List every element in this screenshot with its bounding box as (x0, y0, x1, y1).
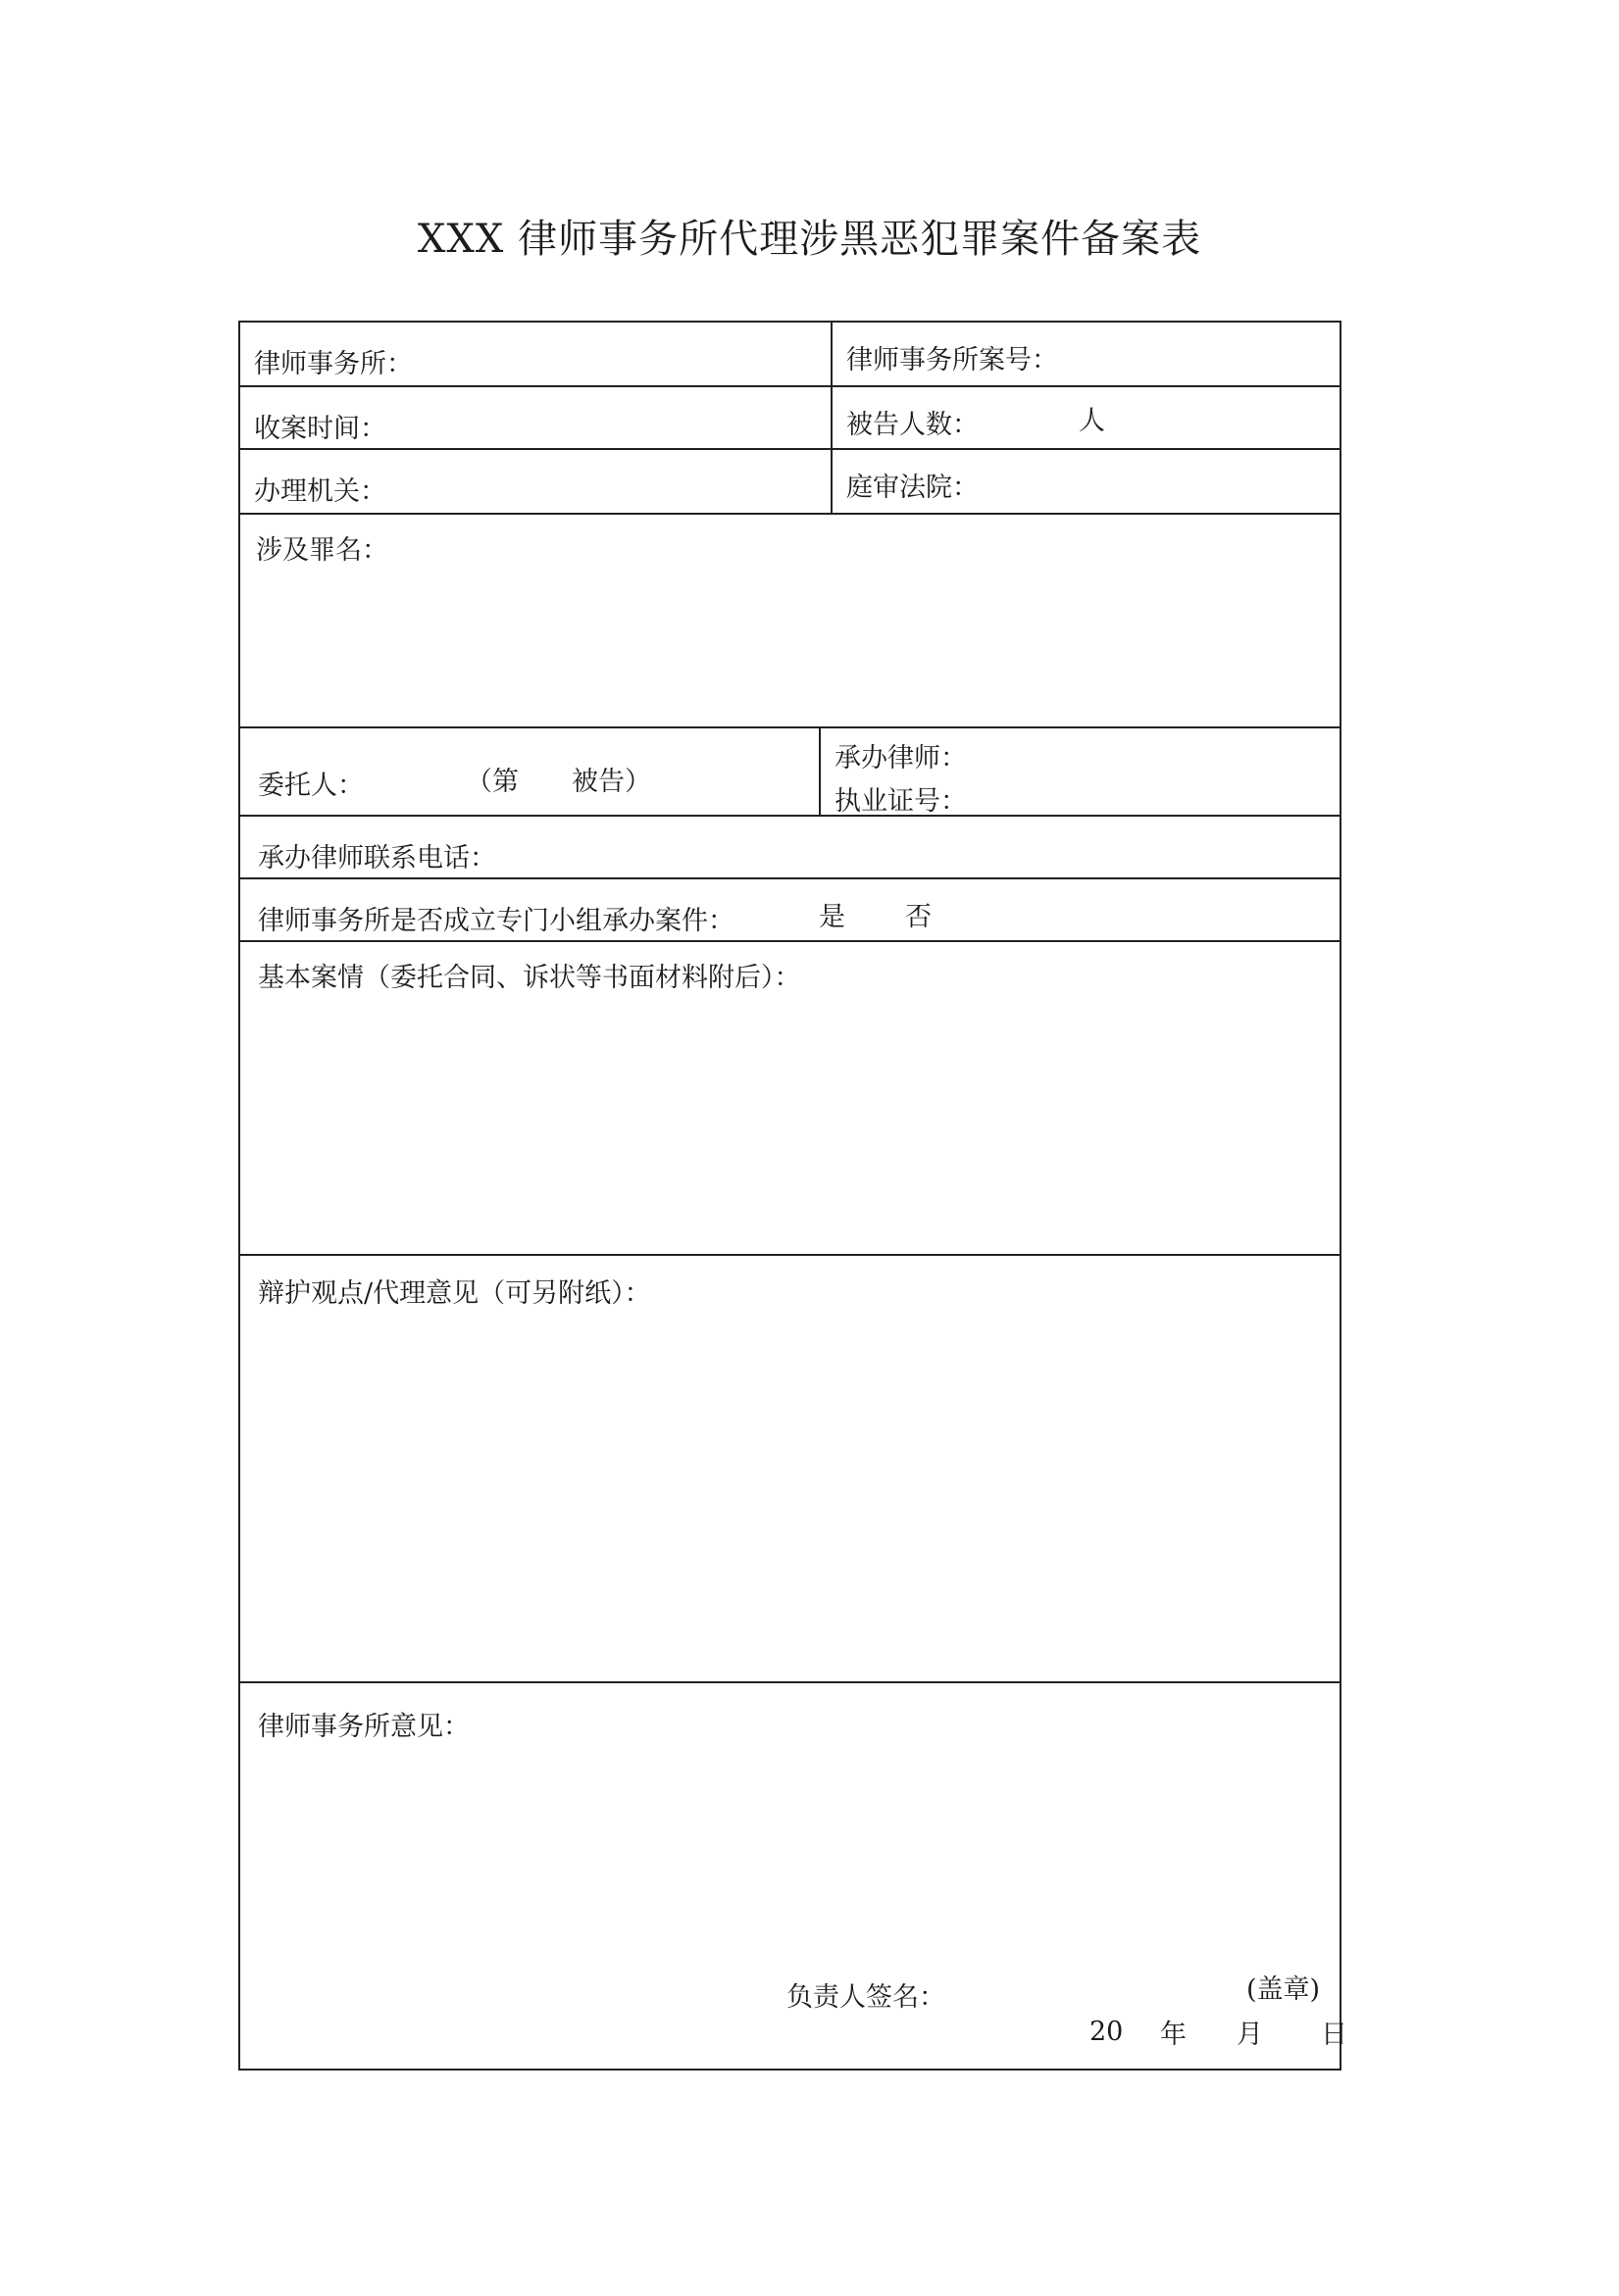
defendant-count-label: 被告人数： (846, 410, 979, 440)
cell-handling-agency[interactable] (240, 450, 831, 513)
row-case-facts[interactable] (240, 942, 1340, 1256)
case-no-label: 律师事务所案号： (846, 345, 1058, 375)
client-position-prefix: （第 (466, 767, 519, 797)
filing-form-table (238, 321, 1347, 2071)
cell-lawyer[interactable] (819, 728, 1340, 815)
row-firm-case-no (240, 323, 1340, 387)
date-year: 年 (1160, 2020, 1187, 2050)
client-label: 委托人： (258, 771, 364, 801)
cell-case-no[interactable] (831, 323, 1340, 385)
row-client-lawyer (240, 728, 1340, 817)
signature-label: 负责人签名： (786, 1982, 945, 2013)
case-facts-label: 基本案情（委托合同、诉状等书面材料附后）： (258, 963, 801, 993)
intake-time-label: 收案时间： (254, 414, 386, 444)
option-no[interactable]: 否 (905, 902, 932, 932)
cell-trial-court[interactable] (831, 450, 1340, 513)
trial-court-label: 庭审法院： (846, 473, 979, 503)
row-firm-opinion[interactable] (240, 1683, 1347, 2069)
license-label: 执业证号： (835, 786, 967, 817)
cell-client[interactable] (240, 728, 819, 815)
row-special-team (240, 879, 1340, 942)
date-year-prefix: 20 (1089, 2017, 1124, 2047)
charges-label: 涉及罪名： (256, 535, 388, 566)
lawyer-label: 承办律师： (835, 743, 967, 774)
date-month: 月 (1237, 2020, 1263, 2050)
cell-law-firm[interactable] (240, 323, 831, 385)
cell-defendant-count[interactable] (831, 387, 1340, 448)
row-charges[interactable] (240, 515, 1340, 728)
row-lawyer-phone[interactable] (240, 817, 1340, 879)
defense-opinion-label: 辩护观点/代理意见（可另附纸）： (258, 1278, 651, 1309)
client-position-suffix: 被告） (572, 767, 651, 797)
lawyer-phone-label: 承办律师联系电话： (258, 843, 496, 873)
option-yes[interactable]: 是 (819, 902, 845, 932)
form-title: XXX 律师事务所代理涉黑恶犯罪案件备案表 (417, 217, 1202, 262)
seal-label: (盖章) (1246, 1974, 1321, 2005)
defendant-count-unit: 人 (1079, 406, 1105, 436)
law-firm-label: 律师事务所： (254, 349, 413, 379)
cell-intake-time[interactable] (240, 387, 831, 448)
handling-agency-label: 办理机关： (254, 476, 386, 507)
row-intake-defendants (240, 387, 1340, 450)
row-agency-court (240, 450, 1340, 515)
special-team-question: 律师事务所是否成立专门小组承办案件： (258, 906, 734, 936)
row-defense-opinion[interactable] (240, 1256, 1340, 1683)
date-day: 日 (1321, 2020, 1347, 2050)
firm-opinion-label: 律师事务所意见： (258, 1712, 470, 1742)
